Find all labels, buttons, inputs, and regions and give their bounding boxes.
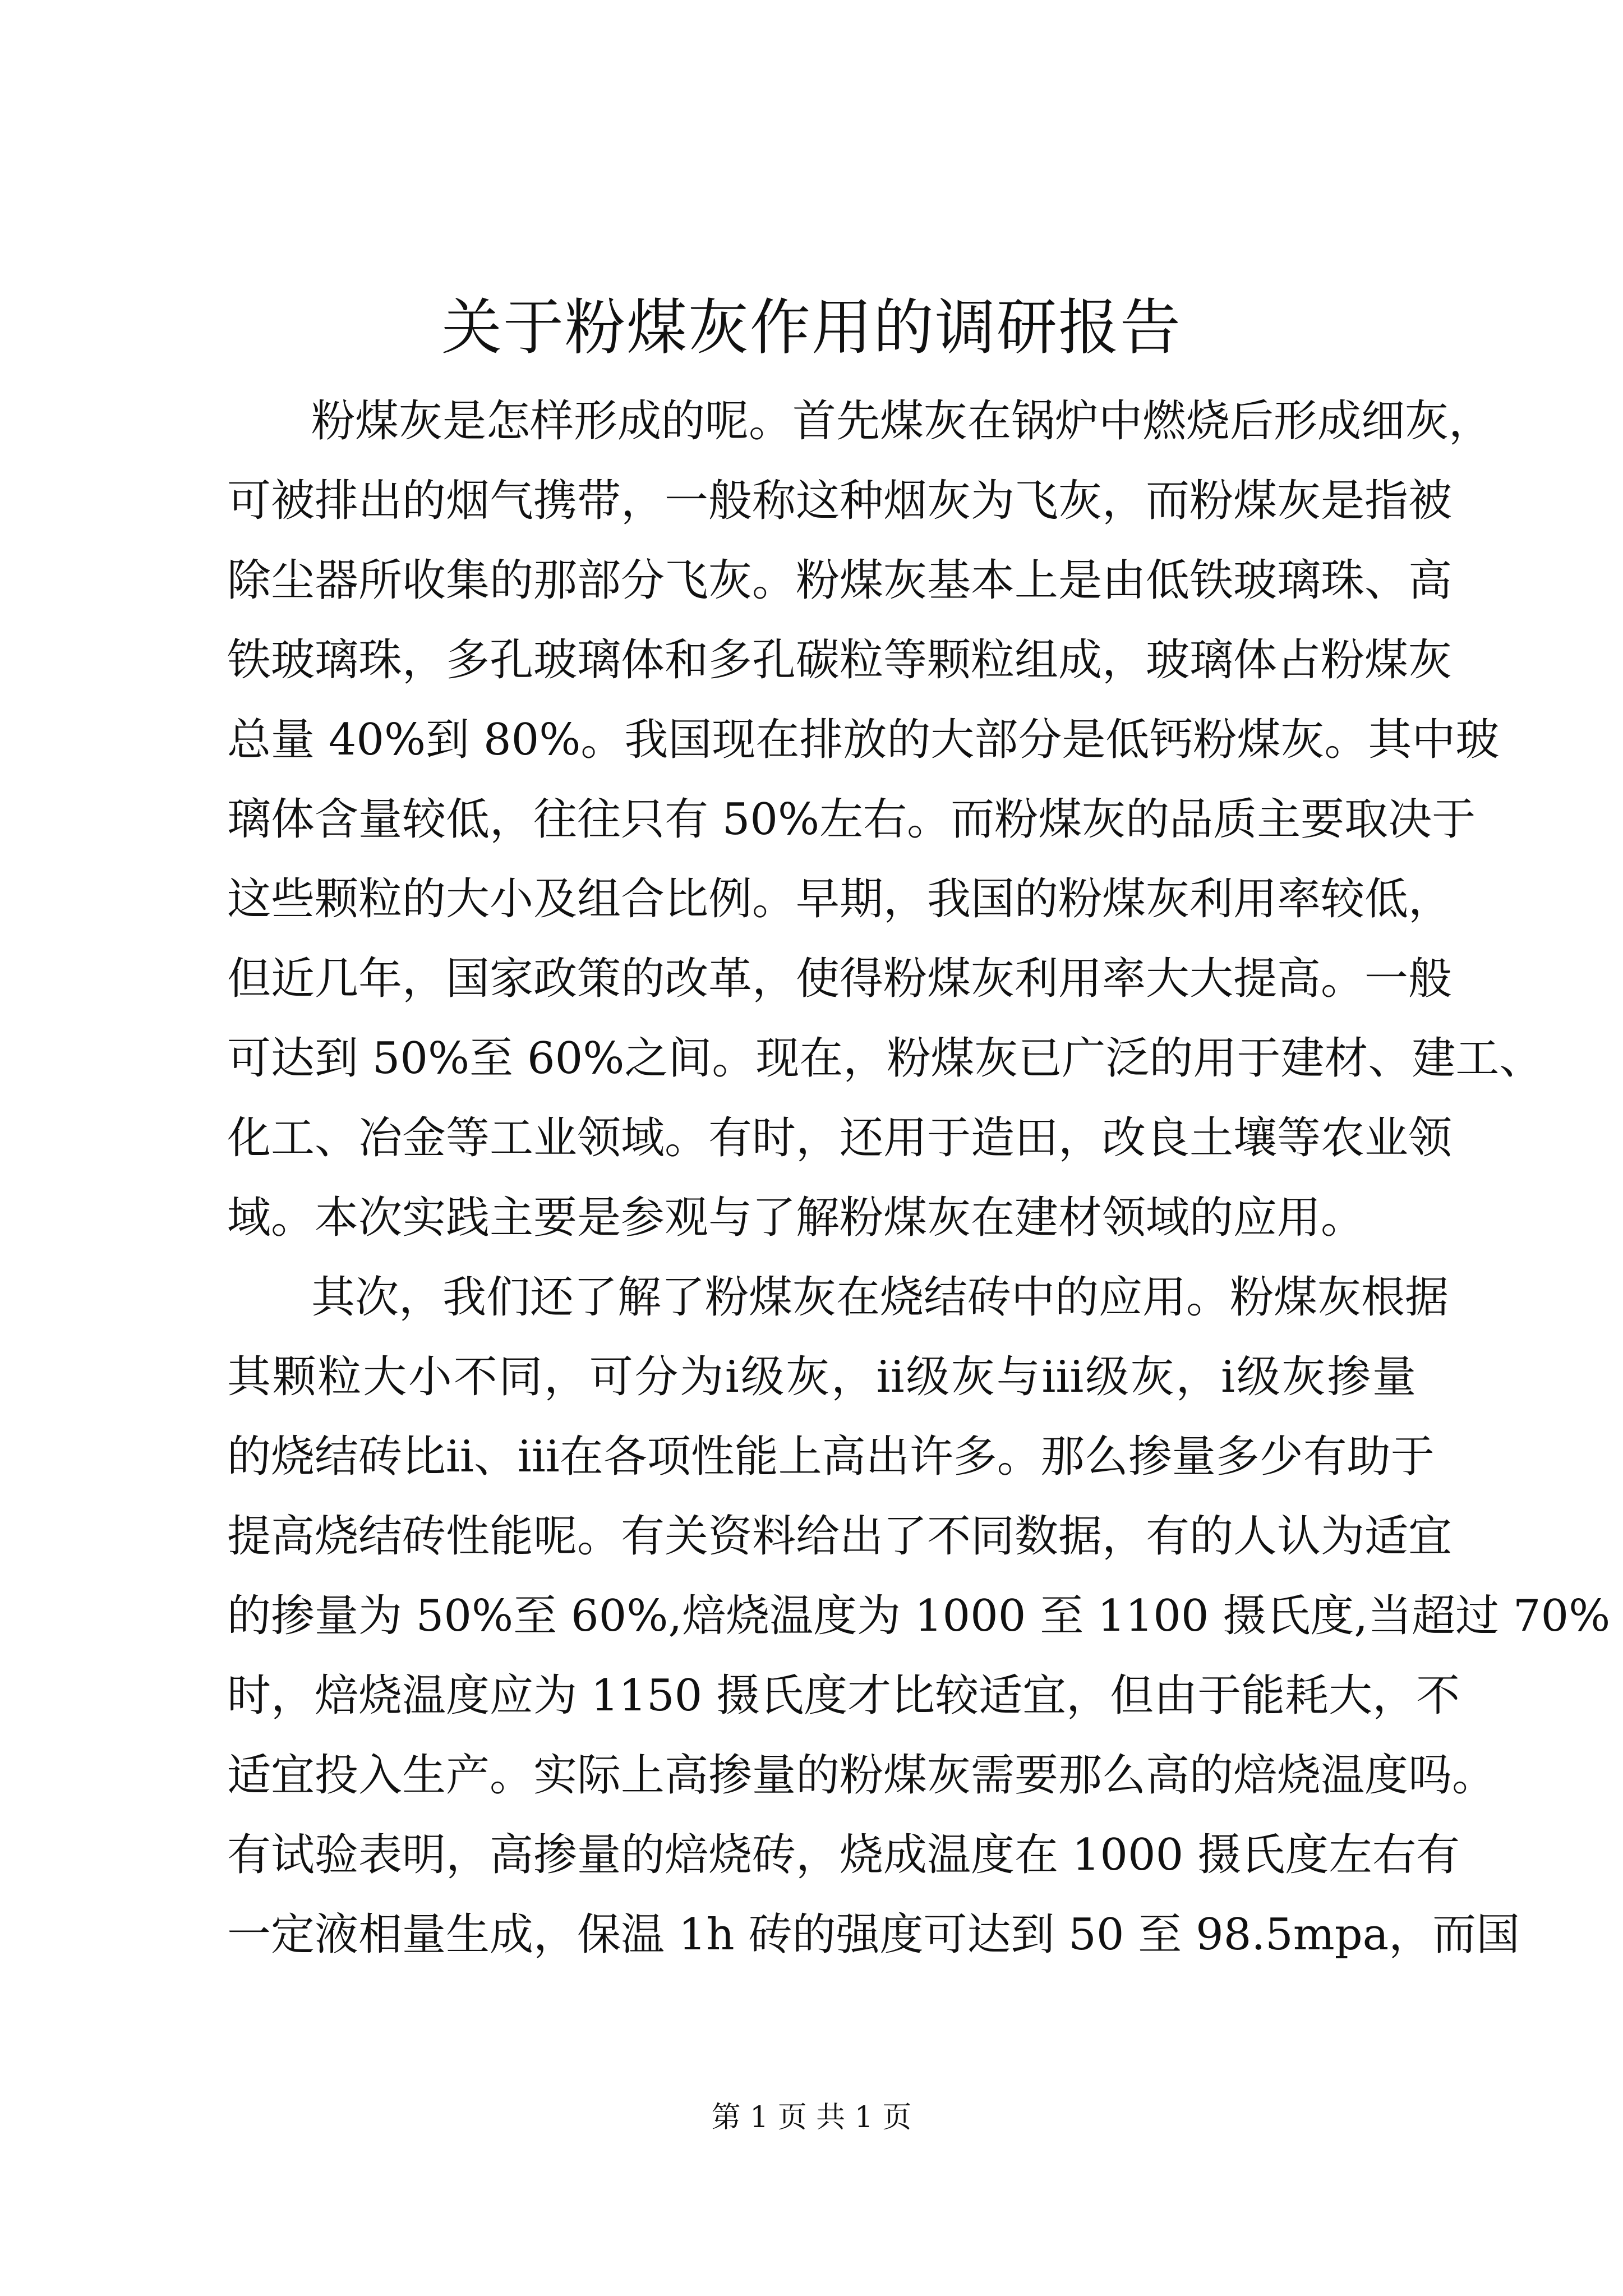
paragraph-2-line: 的烧结砖比ⅱ、ⅲ在各项性能上高出许多。那么掺量多少有助于 <box>227 1432 1435 1482</box>
paragraph-1-line: 可达到 50%至 60%之间。现在，粉煤灰已广泛的用于建材、建工、 <box>227 1033 1543 1084</box>
paragraph-2-line: 其次，我们还了解了粉煤灰在烧结砖中的应用。粉煤灰根据 <box>311 1272 1449 1323</box>
paragraph-1-line: 域。本次实践主要是参观与了解粉煤灰在建材领域的应用。 <box>227 1193 1365 1243</box>
paragraph-1-line: 总量 40%到 80%。我国现在排放的大部分是低钙粉煤灰。其中玻 <box>227 715 1500 765</box>
paragraph-1-line: 可被排出的烟气携带，一般称这种烟灰为飞灰，而粉煤灰是指被 <box>227 476 1453 526</box>
paragraph-2-line: 提高烧结砖性能呢。有关资料给出了不同数据，有的人认为适宜 <box>227 1511 1453 1562</box>
paragraph-2-line: 其颗粒大小不同，可分为ⅰ级灰，ⅱ级灰与ⅲ级灰，ⅰ级灰掺量 <box>227 1352 1416 1402</box>
paragraph-1-line: 这些颗粒的大小及组合比例。早期，我国的粉煤灰利用率较低， <box>227 874 1453 924</box>
paragraph-1-line: 粉煤灰是怎样形成的呢。首先煤灰在锅炉中燃烧后形成细灰， <box>311 396 1493 447</box>
paragraph-1-line: 但近几年，国家政策的改革，使得粉煤灰利用率大大提高。一般 <box>227 954 1453 1004</box>
paragraph-1-line: 铁玻璃珠，多孔玻璃体和多孔碳粒等颗粒组成，玻璃体占粉煤灰 <box>227 635 1453 685</box>
paragraph-1-line: 除尘器所收集的那部分飞灰。粉煤灰基本上是由低铁玻璃珠、高 <box>227 555 1453 606</box>
page-footer: 第 1 页 共 1 页 <box>711 2101 912 2134</box>
paragraph-1-line: 化工、冶金等工业领域。有时，还用于造田，改良土壤等农业领 <box>227 1113 1453 1163</box>
document-title: 关于粉煤灰作用的调研报告 <box>441 293 1182 363</box>
paragraph-1-line: 璃体含量较低，往往只有 50%左右。而粉煤灰的品质主要取决于 <box>227 794 1476 845</box>
paragraph-2-line: 时，焙烧温度应为 1150 摄氏度才比较适宜，但由于能耗大，不 <box>227 1671 1460 1721</box>
paragraph-2-line: 适宜投入生产。实际上高掺量的粉煤灰需要那么高的焙烧温度吗。 <box>227 1750 1496 1801</box>
document-body <box>227 381 1611 1975</box>
paragraph-2-line: 的掺量为 50%至 60%,焙烧温度为 1000 至 1100 摄氏度,当超过 70% <box>227 1591 1611 1641</box>
paragraph-2-line: 一定液相量生成，保温 1h 砖的强度可达到 50 至 98.5mpa，而国 <box>227 1910 1520 1960</box>
paragraph-2-line: 有试验表明，高掺量的焙烧砖，烧成温度在 1000 摄氏度左右有 <box>227 1830 1460 1880</box>
